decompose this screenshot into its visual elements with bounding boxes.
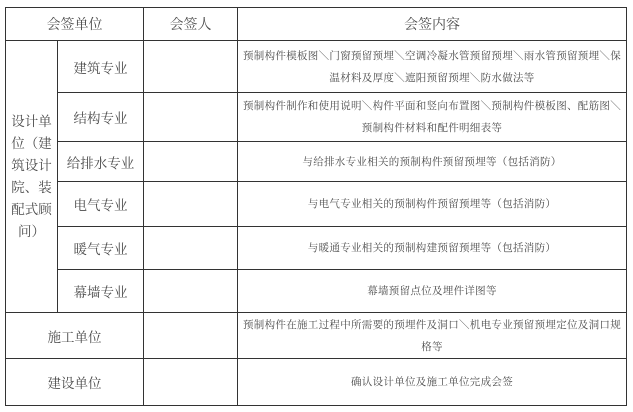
table-row <box>6 142 627 182</box>
header-row <box>6 8 627 41</box>
signer-cell <box>144 359 238 406</box>
table-row <box>6 41 627 93</box>
table-row-owner <box>6 359 627 406</box>
content-cell: 确认设计单位及施工单位完成会签 <box>238 359 627 406</box>
signer-cell <box>144 270 238 313</box>
table-row-construction <box>6 313 627 359</box>
table-row <box>6 270 627 313</box>
signer-cell <box>144 93 238 142</box>
table-row <box>6 227 627 270</box>
content-cell: 预制构件制作和使用说明＼构件平面和竖向布置图＼预制构件模板图、配筋图＼预制构件材料和配件明细表等 <box>238 93 627 142</box>
content-cell: 幕墙预留点位及埋件详图等 <box>238 270 627 313</box>
header-content: 会签内容 <box>238 8 627 41</box>
content-cell: 预制构件模板图＼门窗预留预埋＼空调冷凝水管预留预埋＼雨水管预留预埋＼保温材料及厚度＼遮阳预留预埋＼防水做法等 <box>238 41 627 93</box>
countersign-table <box>5 7 627 406</box>
content-cell: 预制构件在施工过程中所需要的预埋件及洞口＼机电专业预留预埋定位及洞口规格等 <box>238 313 627 359</box>
signer-cell <box>144 142 238 182</box>
specialty-cell: 建筑专业 <box>58 41 144 93</box>
header-signer: 会签人 <box>144 8 238 41</box>
specialty-cell: 幕墙专业 <box>58 270 144 313</box>
specialty-cell: 电气专业 <box>58 182 144 227</box>
signer-cell <box>144 313 238 359</box>
specialty-cell: 给排水专业 <box>58 142 144 182</box>
signer-cell <box>144 227 238 270</box>
construction-unit-cell: 施工单位 <box>6 313 144 359</box>
table-row <box>6 182 627 227</box>
signer-cell <box>144 41 238 93</box>
content-cell: 与暖通专业相关的预制构建预留预埋等（包括消防） <box>238 227 627 270</box>
table-row <box>6 93 627 142</box>
specialty-cell: 暖气专业 <box>58 227 144 270</box>
owner-unit-cell: 建设单位 <box>6 359 144 406</box>
design-unit-cell: 设计单位（建筑设计院、装配式顾问） <box>6 41 58 313</box>
specialty-cell: 结构专业 <box>58 93 144 142</box>
signer-cell <box>144 182 238 227</box>
content-cell: 与给排水专业相关的预制构件预留预埋等（包括消防） <box>238 142 627 182</box>
content-cell: 与电气专业相关的预制构件预留预埋等（包括消防） <box>238 182 627 227</box>
header-unit: 会签单位 <box>6 8 144 41</box>
